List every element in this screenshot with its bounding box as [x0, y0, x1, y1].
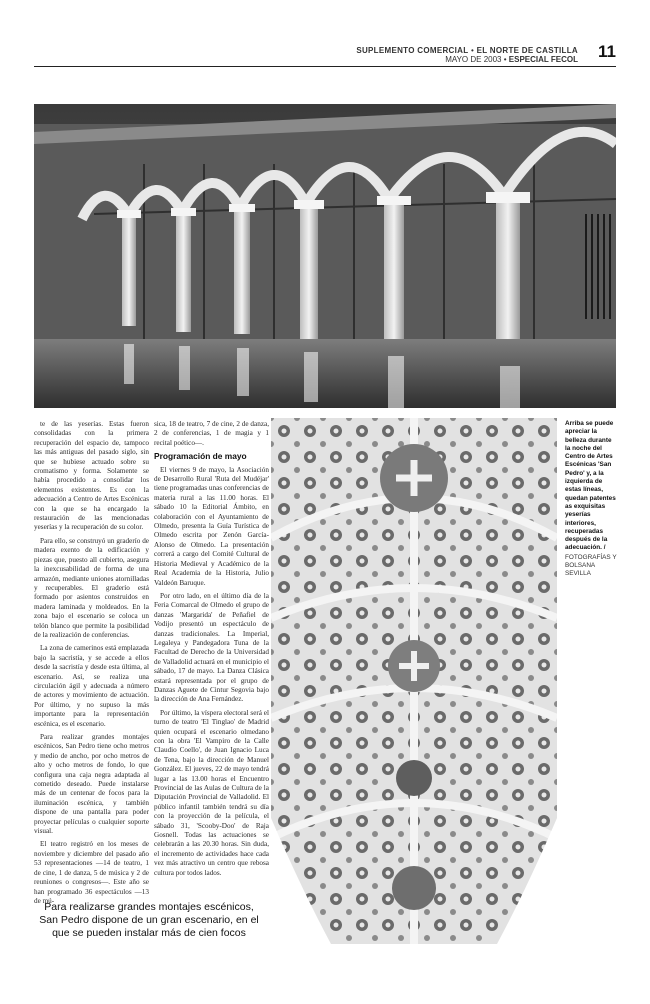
header-separator: • — [470, 46, 475, 55]
col1-paragraph: te de las yeserías. Estas fueron consolidadas con la primera recuperación del espacio de, tampoco las más antiguas del pasado siglo, sin que se hubiese actuado sobre su cromatismo y forma. Solamente se había procedido a consolidar los elementos existentes. Es con la adecuación a Centro de Artes Escénicas con la que se ha encargado la restauración de las mencionadas yeserías y la recuperación de su color. — [34, 420, 149, 532]
col1-paragraph: Para realizar grandes montajes escénicos, San Pedro tiene ocho metros y medio de ancho, por ocho metros de alto y ocho metros de fondo, lo que configura una caja negra adaptada al cometido deseado. Puede instalarse más de un centenar de focos para la iluminación escénica, y también dispone de una pantalla para poder proyectar películas o cualquier soporte visual. — [34, 733, 149, 836]
col2-paragraph: El viernes 9 de mayo, la Asociación de Desarrollo Rural 'Ruta del Mudéjar' tiene programadas unas conferencias de materia rural a las 11.00 horas. El sábado 10 la Editorial Ámbito, en colaboración con el Ayuntamiento de Olmedo, presenta la Guía Turística de Olmedo escrita por Zenón García-Alonso de Olmedo. La presentación correrá a cargo del Comité Cultural de Historia Medieval y Académico de la Real Academia de la Historia, Julio Valdeón Baruque. — [154, 465, 269, 587]
arcade-photo — [34, 104, 616, 408]
caption-slash: / — [603, 544, 606, 552]
col2-paragraph: Por otro lado, en el último día de la Feria Comarcal de Olmedo el grupo de danzas 'Margarida' de Peñafiel de Vodijo presentó un espectáculo de danzas tradicionales. La Imperial, Legaleya y Pandegadora Tuna de la Facultad de Derecho de la Universidad de Valladolid actuará en el municipio el sábado, 17 de mayo. La Danza Clásica estará representada por el grupo de Danzas Aguete de Cintur Segovia bajo la dirección de Ana Fernández. — [154, 591, 269, 704]
col1-paragraph: El teatro registró en los meses de noviembre y diciembre del pasado año 53 representaciones —14 de teatro, 1 de cine, 1 de danza, 5 de música y 2 de reuniones o congresos—. Este año se han programado 36 espectáculos —13 de mú- — [34, 840, 149, 905]
page-header — [34, 40, 616, 66]
supplement-label: SUPLEMENTO COMERCIAL — [356, 46, 469, 55]
photo-caption — [565, 420, 617, 579]
page-number: 11 — [598, 42, 616, 61]
col1-paragraph: Para ello, se construyó un graderío de madera exento de la edificación y piezas que, puesto all cubierto, asegura la inexcusabilidad de forma de una armazón, mediante uniones atornilladas y recuperables. El graderío está formado por asientos construidos en madera laminada y moldeados. En la zona bajo el escenario se coloca un telón blanco que permite la posibilidad de la realización de conferencias. — [34, 536, 149, 639]
article-column-2 — [154, 420, 269, 890]
col1-paragraph: La zona de camerinos está emplazada bajo la sacristía, y se accede a ellos desde la sacristía y desde esta última, al escenario. Así, se realiza una circulación ágil y adecuada a número de actores y movimiento de actuación. Por último, y no supuso la más importante para la representación escénica, es el escenario. — [34, 644, 149, 728]
header-rule — [34, 66, 616, 67]
pull-quote: Para realizarse grandes montajes escénicos, San Pedro dispone de un gran escenario, en el que se pueden instalar más de cien focos — [39, 901, 259, 939]
col2-paragraph: Por último, la víspera electoral será el turno de teatro 'El Tinglao' de Madrid quien ocupará el escenario olmedano con la obra 'El Vampiro de la Calle Claudio Coello', de Juan Ignacio Luca de Tena, bajo la dirección de Manuel González. El jueves, 22 de mayo tendrá lugar a las 13.00 horas el Encuentro Provincial de las Aulas de Cultura de la Diputación Provincial de Valladolid. El público infantil también tendrá su día con la proyección de la película, el sábado 31, 'Scooby-Doo' de Raja Gosnell. Todas las actuaciones se celebrarán a las 20.30 horas. Sin duda, el incremento de actividades hace cada vez más atractivo un centro que rebosa cultura por todos lados. — [154, 708, 269, 877]
header-line-1 — [356, 46, 578, 55]
issue-date: MAYO DE 2003 — [445, 55, 502, 64]
header-line-2 — [445, 55, 578, 64]
arcade-illustration — [34, 104, 616, 408]
section-heading: Programación de mayo — [154, 451, 247, 462]
article-column-1 — [34, 420, 149, 905]
section-name: ESPECIAL FECOL — [508, 55, 578, 64]
newspaper-name: EL NORTE DE CASTILLA — [476, 46, 578, 55]
photo-credit: FOTOGRAFÍAS Y BOLSANA SEVILLA — [565, 553, 617, 578]
ceiling-illustration — [271, 418, 557, 944]
header-separator-2: • — [503, 55, 507, 64]
ceiling-photo — [271, 418, 557, 944]
col2-intro: sica, 18 de teatro, 7 de cine, 2 de danza, 2 de conferencias, 1 de magia y 1 recital poético—. — [154, 420, 269, 447]
caption-text: Arriba se puede apreciar la belleza durante la noche del Centro de Artes Escénicas 'San Pedro' y, a la izquierda de estas líneas, quedan patentes as exquisitas yeserías interiores, recuperadas después de la adecuación. — [565, 420, 616, 552]
